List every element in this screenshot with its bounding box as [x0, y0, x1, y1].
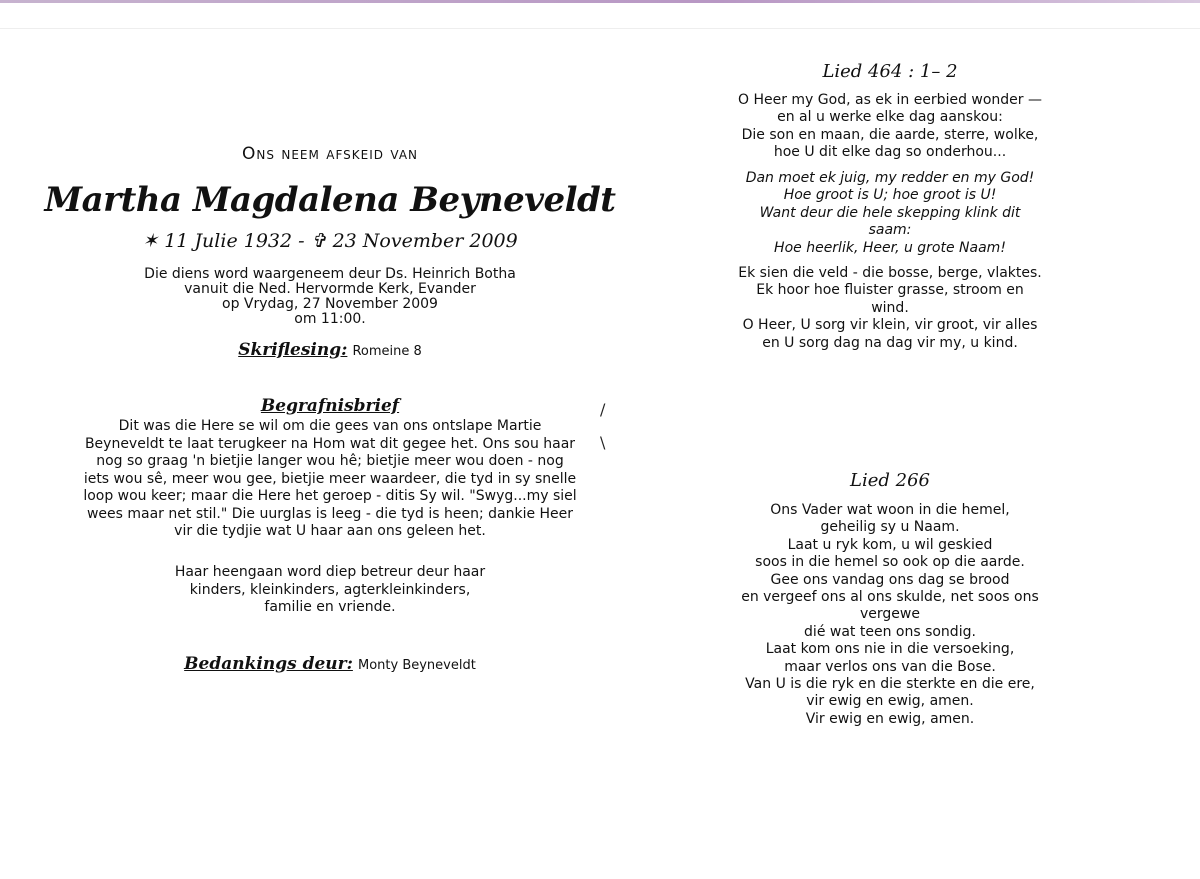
chorus-line: Hoe groot is U; hoe groot is U! — [783, 187, 997, 204]
deceased-name: Martha Magdalena Beyneveldt — [44, 180, 616, 220]
right-page — [700, 0, 1080, 879]
letter-line: iets wou sê, meer wou gee, bietjie meer waardeer, die tyd in sy snelle — [83, 470, 577, 487]
prayer-line: soos in die hemel so ook op die aarde. — [755, 554, 1025, 571]
thanks-row — [40, 654, 620, 674]
verse-line: wind. — [871, 299, 909, 316]
birth-date: 11 Julie 1932 - — [164, 230, 305, 252]
chorus-line: Hoe heerlik, Heer, u grote Naam! — [774, 239, 1006, 256]
hymn-266-title: Lied 266 — [850, 470, 930, 491]
letter-line: vir die tydjie wat U haar aan ons geleen het. — [174, 523, 486, 539]
prayer-line: Ons Vader wat woon in die hemel, — [770, 502, 1010, 518]
mourners-text — [40, 564, 620, 617]
hymn-464-chorus — [700, 170, 1080, 257]
letter-line: nog so graag 'n bietjie langer wou hê; bietjie meer wou doen - nog — [96, 453, 564, 469]
prayer-line: maar verlos ons van die Bose. — [784, 658, 996, 675]
verse-line: O Heer my God, as ek in eerbied wonder — — [737, 92, 1042, 108]
life-dates — [40, 230, 620, 252]
left-page — [40, 0, 620, 879]
reading-row — [40, 340, 620, 360]
birth-star-icon: ✶ — [142, 230, 159, 252]
death-date: 23 November 2009 — [332, 230, 518, 252]
prayer-line: vergewe — [860, 606, 920, 623]
verse-line: hoe U dit elke dag so onderhou... — [773, 144, 1007, 161]
verse-line: Die son en maan, die aarde, sterre, wolke, — [741, 126, 1039, 143]
hymn-464-verse-1 — [700, 92, 1080, 162]
hymn-266-text — [700, 502, 1080, 728]
verse-line: Ek hoor hoe fluister grasse, stroom en — [756, 282, 1024, 299]
prayer-line: dié wat teen ons sondig. — [804, 623, 976, 640]
letter-heading-row — [40, 396, 620, 416]
fold-mark-bottom: \ — [600, 433, 606, 452]
service-details — [40, 267, 620, 327]
service-line: vanuit die Ned. Hervormde Kerk, Evander — [184, 281, 476, 297]
mourners-line: kinders, kleinkinders, agterkleinkinders, — [189, 581, 471, 598]
prayer-line: Gee ons vandag ons dag se brood — [770, 571, 1010, 588]
prayer-line: Van U is die ryk en die sterkte en die ere, — [745, 676, 1035, 693]
verse-line: O Heer, U sorg vir klein, vir groot, vir alles — [742, 317, 1038, 334]
service-line: Die diens word waargeneem deur Ds. Heinrich Botha — [144, 266, 516, 282]
mourners-line: Haar heengaan word diep betreur deur haar — [174, 564, 486, 580]
letter-line: Dit was die Here se wil om die gees van ons ontslape Martie — [118, 418, 542, 434]
verse-line: Ek sien die veld - die bosse, berge, vlaktes. — [738, 265, 1042, 281]
service-line: om 11:00. — [294, 311, 366, 327]
thanks-label: Bedankings deur: — [184, 654, 353, 674]
verse-line: en U sorg dag na dag vir my, u kind. — [762, 334, 1018, 351]
prayer-line: Laat kom ons nie in die versoeking, — [765, 641, 1015, 658]
hymn-464-verse-2 — [700, 265, 1080, 352]
letter-body — [40, 418, 620, 541]
letter-line: wees maar net stil." Die uurglas is leeg - die tyd is heen; dankie Heer — [86, 505, 574, 522]
service-line: op Vrydag, 27 November 2009 — [222, 296, 438, 312]
prayer-line: vir ewig en ewig, amen. — [806, 693, 974, 710]
letter-line: Beyneveldt te laat terugkeer na Hom wat dit gegee het. Ons sou haar — [84, 435, 576, 452]
thanks-value: Monty Beyneveldt — [357, 658, 476, 673]
prayer-line: en vergeef ons al ons skulde, net soos ons — [741, 589, 1039, 606]
prayer-line: geheilig sy u Naam. — [820, 519, 960, 536]
prayer-line: Laat u ryk kom, u wil geskied — [787, 536, 993, 553]
prayer-line: Vir ewig en ewig, amen. — [805, 710, 975, 727]
cross-icon: ✞ — [310, 230, 327, 252]
chorus-line: saam: — [868, 222, 912, 239]
chorus-line: Dan moet ek juig, my redder en my God! — [745, 170, 1035, 186]
verse-line: en al u werke elke dag aanskou: — [777, 109, 1003, 126]
hymn-464-title: Lied 464 : 1– 2 — [822, 61, 958, 82]
fold-mark-top: / — [600, 400, 606, 419]
reading-value: Romeine 8 — [352, 344, 422, 359]
reading-label: Skriflesing: — [238, 340, 348, 360]
letter-title: Begrafnisbrief — [260, 396, 400, 416]
chorus-line: Want deur die hele skepping klink dit — [759, 204, 1021, 221]
farewell-heading: Ons neem afskeid van — [241, 144, 419, 164]
letter-line: loop wou keer; maar die Here het geroep - ditis Sy wil. "Swyg...my siel — [83, 488, 577, 504]
mourners-line: familie en vriende. — [264, 599, 396, 615]
